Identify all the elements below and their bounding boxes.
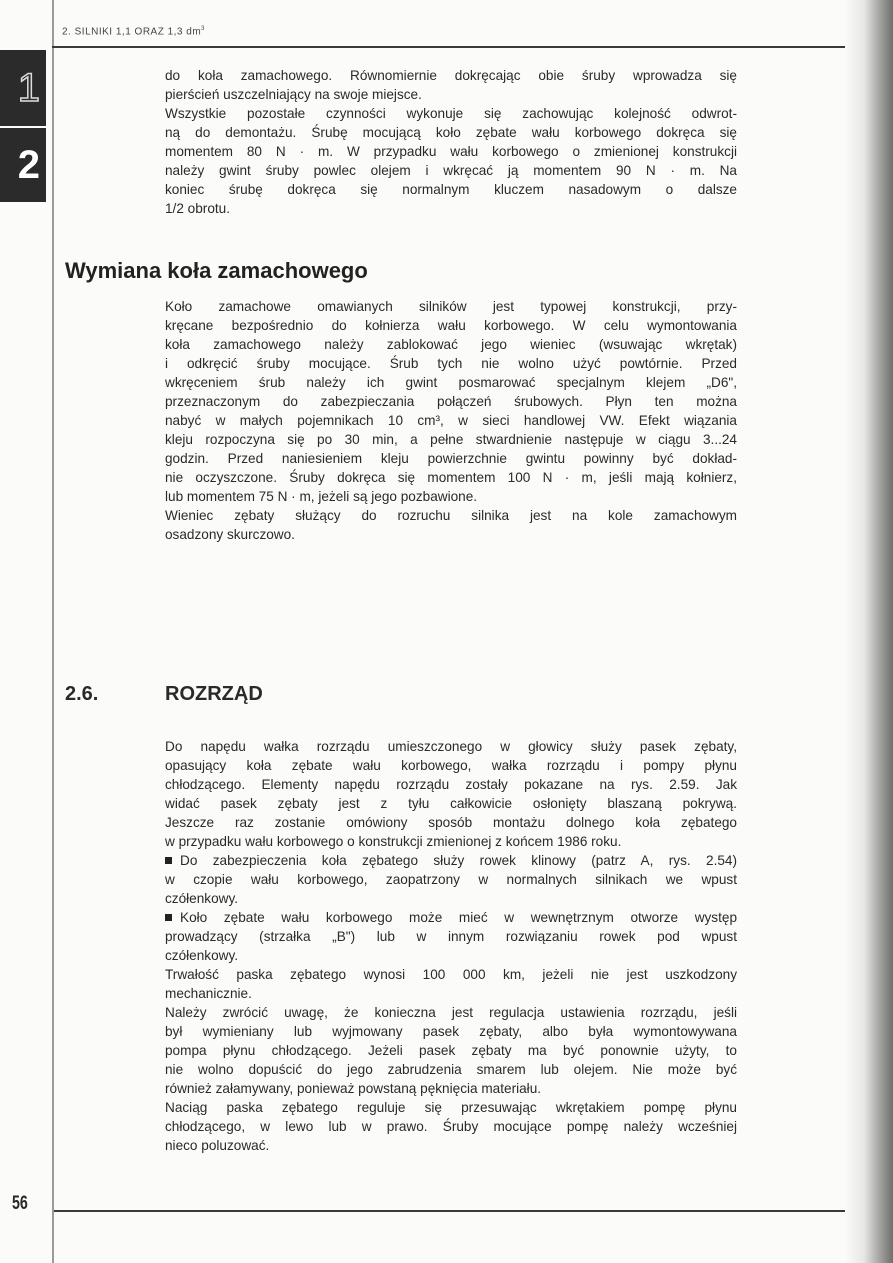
running-header (62, 26, 205, 37)
chapter-tab-label: 2 (17, 142, 40, 187)
running-title-superscript: 3 (201, 26, 206, 32)
text-line (165, 851, 737, 870)
intro-text (165, 66, 737, 218)
timing-text (165, 737, 737, 1155)
paragraph (165, 851, 737, 908)
text-line: pierścień uszczelniający na swoje miejsce. (165, 87, 422, 102)
text-line: opasujący koła zębate wału korbowego, wałka rozrządu i pompy płynu (165, 758, 737, 773)
text-line: mechanicznie. (165, 986, 252, 1001)
text-line: w czopie wału korbowego, zaopatrzony w normalnych silnikach we wpust (165, 872, 737, 887)
text-line-content: Koło zębate wału korbowego może mieć w wewnętrznym otworze występ (180, 910, 737, 925)
text-line: nabyć w małych pojemnikach 10 cm³, w sieci handlowej VW. Efekt wiązania (165, 413, 737, 428)
text-line: również załamywany, ponieważ powstaną pęknięcia materiału. (165, 1081, 542, 1096)
text-line: Wszystkie pozostałe czynności wykonuje się zachowując kolejność odwrot- (165, 106, 737, 121)
text-line: lub momentem 75 N · m, jeżeli są jego pozbawione. (165, 489, 478, 504)
text-line: momentem 80 N · m. W przypadku wału korbowego o zmienionej konstrukcji (165, 144, 737, 159)
paragraph (165, 506, 737, 544)
bullet-icon (165, 857, 172, 864)
text-line: był wymieniany lub wyjmowany pasek zębaty, albo była wymontowywana (165, 1024, 737, 1039)
text-line: czółenkowy. (165, 948, 239, 963)
text-line: przeznaczonym do zabezpieczania połączeń śrubowych. Płyn ten można (165, 394, 737, 409)
text-line: Wieniec zębaty służący do rozruchu silnika jest na kole zamachowym (165, 508, 737, 523)
text-line: chłodzącego. Elementy napędu rozrządu zostały pokazane na rys. 2.59. Jak (165, 777, 737, 792)
text-line: 1/2 obrotu. (165, 201, 230, 216)
text-line: i odkręcić śruby mocujące. Śrub tych nie wolno użyć powtórnie. Przed (165, 356, 737, 371)
text-line: kręcane bezpośrednio do kołnierza wału korbowego. W celu wymontowania (165, 318, 737, 333)
text-line: ną do demontażu. Śrubę mocującą koło zębate wału korbowego dokręca się (165, 125, 737, 140)
text-line: Trwałość paska zębatego wynosi 100 000 km, jeżeli nie jest uszkodzony (165, 967, 737, 982)
paragraph (165, 737, 737, 851)
text-line (165, 908, 737, 927)
text-line: chłodzącego, w lewo lub w prawo. Śruby mocujące pompę należy wcześniej (165, 1119, 737, 1134)
paragraph (165, 965, 737, 1003)
text-line: wkręceniem śrub należy ich gwint posmarować specjalnym klejem „D6", (165, 375, 737, 390)
chapter-tab-label: 1 (17, 65, 40, 110)
text-line: osadzony skurczowo. (165, 527, 295, 542)
text-line: widać pasek zębaty jest z tyłu całkowicie osłonięty blaszaną pokrywą. (165, 796, 737, 811)
text-line-content: Do zabezpieczenia koła zębatego służy rowek klinowy (patrz A, rys. 2.54) (180, 853, 737, 868)
text-line: Koło zamachowe omawianych silników jest typowej konstrukcji, przy- (165, 299, 737, 314)
text-line: nie oczyszczone. Śruby dokręca się momentem 100 N · m, jeśli mają kołnierz, (165, 470, 737, 485)
text-line: pompa płynu chłodzącego. Jeżeli pasek zębaty ma być ponownie użyty, to (165, 1043, 737, 1058)
paragraph (165, 104, 737, 218)
bullet-icon (165, 914, 172, 921)
header-rule (52, 46, 845, 48)
section-heading-flywheel: Wymiana koła zamachowego (65, 258, 368, 283)
text-line: Jeszcze raz zostanie omówiony sposób montażu dolnego koła zębatego (165, 815, 737, 830)
footer-rule (54, 1210, 845, 1212)
text-line: koniec śrubę dokręca się normalnym kluczem nasadowym o dalsze (165, 182, 737, 197)
paragraph (165, 1003, 737, 1098)
chapter-tab-1 (0, 50, 46, 126)
running-title: 2. SILNIKI 1,1 ORAZ 1,3 dm (62, 26, 202, 38)
text-line: prowadzący (strzałka „B") lub w innym rozwiązaniu rowek pod wpust (165, 929, 737, 944)
chapter-tab-2 (0, 128, 46, 202)
text-line: czółenkowy. (165, 891, 239, 906)
text-line: nieco poluzować. (165, 1138, 270, 1153)
text-line: Naciąg paska zębatego reguluje się przesuwając wkrętakiem pompę płynu (165, 1100, 737, 1115)
text-line: koła zamachowego należy zablokować jego wieniec (wsuwając wkrętak) (165, 337, 737, 352)
text-line: należy gwint śruby powlec olejem i wkręcać ją momentem 90 N · m. Na (165, 163, 737, 178)
text-line: Należy zwrócić uwagę, że konieczna jest regulacja ustawienia rozrządu, jeśli (165, 1005, 737, 1020)
text-line: Do napędu wałka rozrządu umieszczonego w głowicy służy pasek zębaty, (165, 739, 737, 754)
paragraph (165, 1098, 737, 1155)
paragraph (165, 297, 737, 506)
paragraph (165, 66, 737, 104)
page-gutter-line (52, 0, 54, 1263)
text-line: godzin. Przed naniesieniem kleju powierzchnie gwintu powinny być dokład- (165, 451, 737, 466)
flywheel-text (165, 297, 737, 544)
text-line: do koła zamachowego. Równomiernie dokręcając obie śruby wprowadza się (165, 68, 737, 83)
text-line: nie wolno dopuścić do jego zabrudzenia smarem lub olejem. Nie może być (165, 1062, 737, 1077)
text-line: w przypadku wału korbowego o konstrukcji zmienionej z końcem 1986 roku. (165, 834, 622, 849)
text-line: kleju rozpoczyna się po 30 min, a pełne stwardnienie następuje w ciągu 3...24 (165, 432, 737, 447)
page-number: 56 (12, 1193, 28, 1214)
page-edge-shadow (845, 0, 893, 1263)
paragraph (165, 908, 737, 965)
section-number: 2.6. (65, 683, 99, 705)
section-title: ROZRZĄD (165, 683, 263, 705)
